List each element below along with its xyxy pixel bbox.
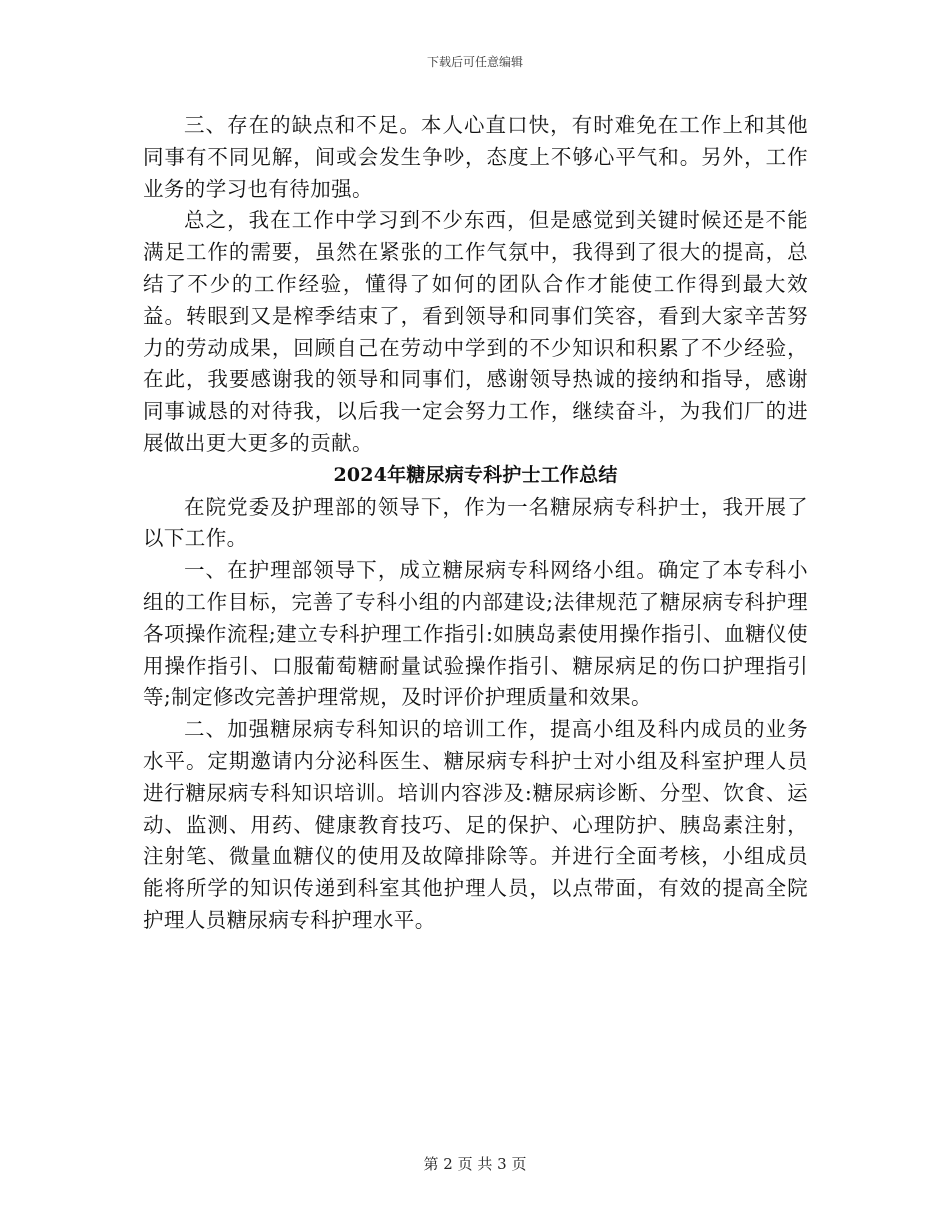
paragraph-item-2: 二、加强糖尿病专科知识的培训工作，提高小组及科内成员的业务水平。定期邀请内分泌科医生、糖尿病专科护士对小组及科室护理人员进行糖尿病专科知识培训。培训内容涉及:糖尿病诊断、分型、饮食、运动、监测、用药、健康教育技巧、足的保护、心理防护、胰岛素注射，注射笔、微量血糖仪的使用及故障排除等。并进行全面考核，小组成员能将所学的知识传递到科室其他护理人员，以点带面，有效的提高全院护理人员糖尿病专科护理水平。 (143, 717, 808, 932)
section-title: 2024年糖尿病专科护士工作总结 (333, 463, 618, 486)
paragraph-shortcomings: 三、存在的缺点和不足。本人心直口快，有时难免在工作上和其他同事有不同见解，间或会发生争吵，态度上不够心平气和。另外，工作业务的学习也有待加强。 (143, 113, 808, 201)
page-header-note: 下载后可任意编辑 (426, 55, 523, 69)
paragraph-conclusion: 总之，我在工作中学习到不少东西，但是感觉到关键时候还是不能满足工作的需要，虽然在紧张的工作气氛中，我得到了很大的提高，总结了不少的工作经验，懂得了如何的团队合作才能使工作得到最大效益。转眼到又是榨季结束了，看到领导和同事们笑容，看到大家辛苦努力的劳动成果，回顾自己在劳动中学到的不少知识和积累了不少经验，在此，我要感谢我的领导和同事们，感谢领导热诚的接纳和指导，感谢同事诚恳的对待我，以后我一定会努力工作，继续奋斗，为我们厂的进展做出更大更多的贡献。 (143, 208, 808, 455)
document-body (143, 110, 808, 937)
page-number: 第 2 页 共 3 页 (423, 1155, 527, 1173)
paragraph-item-1: 一、在护理部领导下，成立糖尿病专科网络小组。确定了本专科小组的工作目标，完善了专科小组的内部建设;法律规范了糖尿病专科护理各项操作流程;建立专科护理工作指引:如胰岛素使用操作指引、血糖仪使用操作指引、口服葡萄糖耐量试验操作指引、糖尿病足的伤口护理指引等;制定修改完善护理常规，及时评价护理质量和效果。 (143, 558, 808, 710)
paragraph-intro: 在院党委及护理部的领导下，作为一名糖尿病专科护士，我开展了以下工作。 (143, 494, 808, 551)
